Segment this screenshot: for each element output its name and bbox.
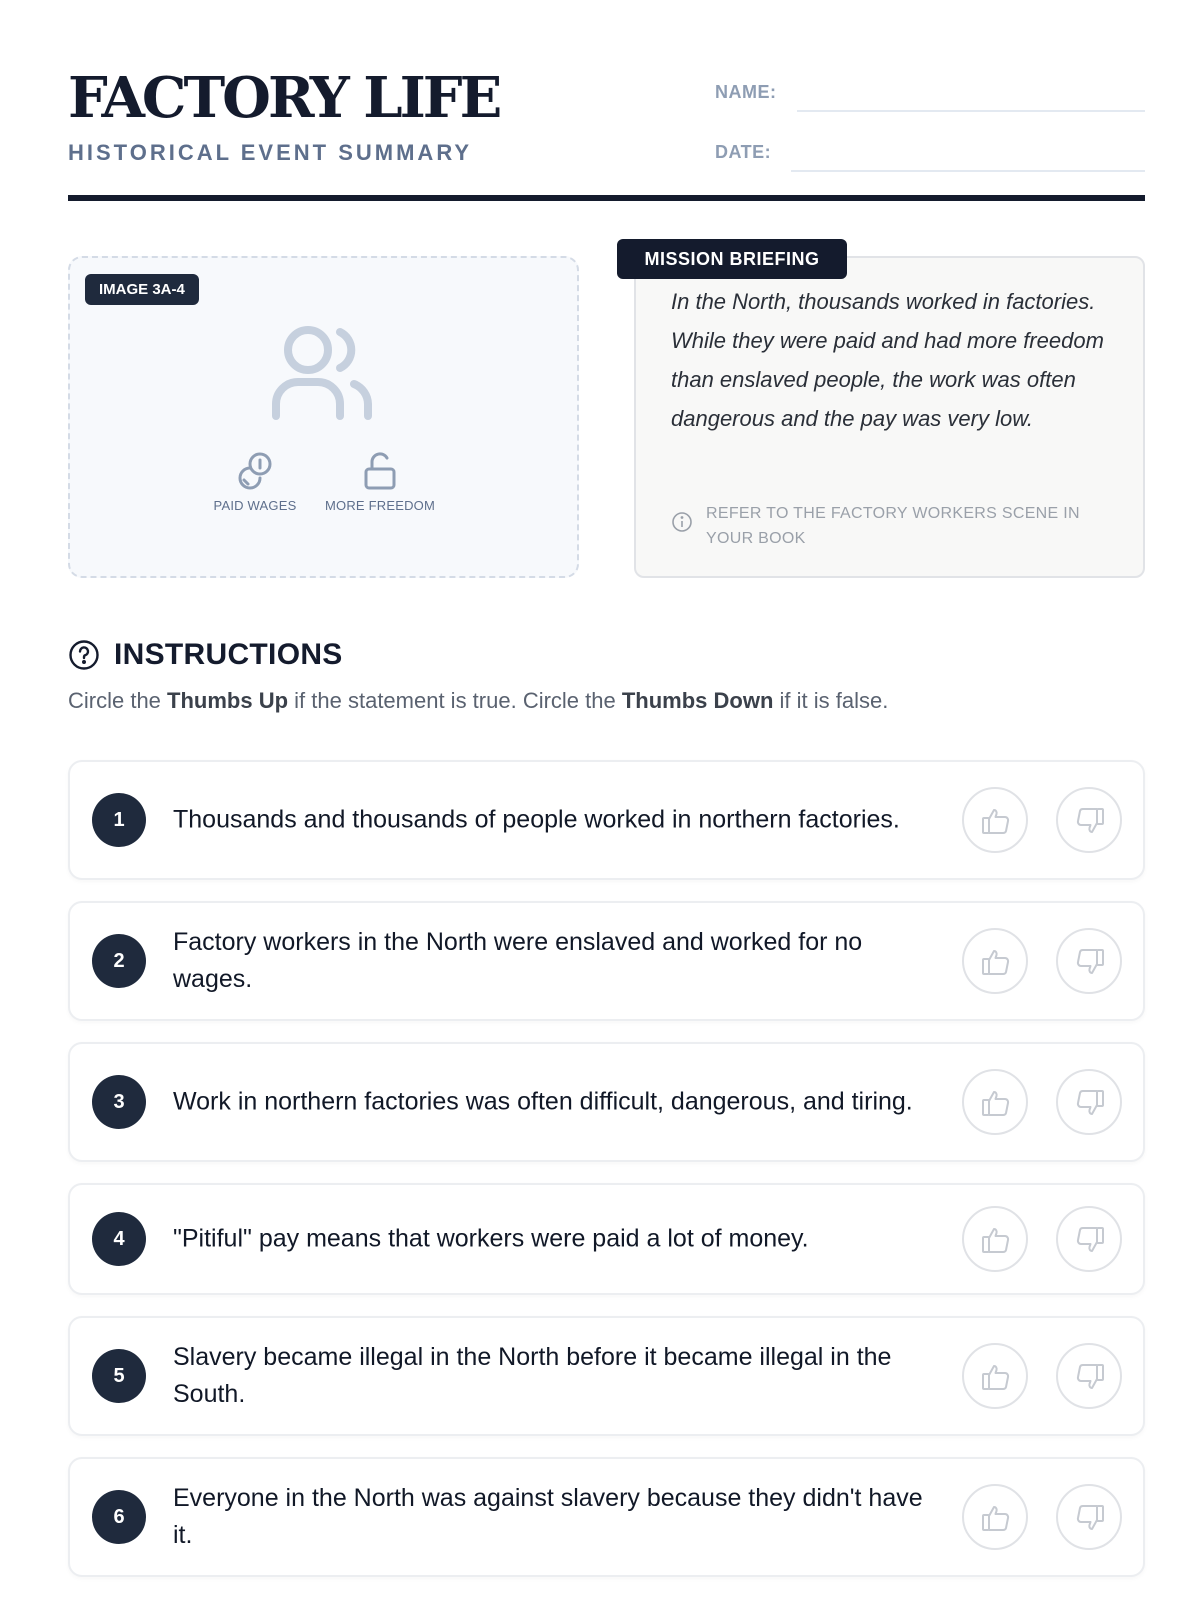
question-number: 3 <box>92 1075 146 1129</box>
question-text: "Pitiful" pay means that workers were paid a lot of money. <box>173 1224 809 1253</box>
question-item-3 <box>68 1042 1145 1162</box>
thumbs-down-icon <box>1075 1225 1105 1255</box>
header-divider <box>68 195 1145 201</box>
question-number: 5 <box>92 1349 146 1403</box>
header <box>68 62 1145 202</box>
thumbs-up-button[interactable] <box>962 1343 1028 1409</box>
question-text: Factory workers in the North were enslaved and worked for no wages. <box>173 928 863 993</box>
question-text: Thousands and thousands of people worked in northern factories. <box>173 805 900 834</box>
paid-wages-label: PAID WAGES <box>213 498 297 513</box>
question-item-2 <box>68 901 1145 1021</box>
coins-icon <box>234 450 276 492</box>
question-item-1 <box>68 760 1145 880</box>
mission-briefing-tab: MISSION BRIEFING <box>617 239 847 279</box>
help-circle-icon <box>68 639 100 671</box>
thumbs-down-icon <box>1075 1088 1105 1118</box>
thumbs-down-button[interactable] <box>1056 928 1122 994</box>
question-number: 1 <box>92 793 146 847</box>
page-subtitle: HISTORICAL EVENT SUMMARY <box>68 140 473 165</box>
thumbs-down-icon <box>1075 1362 1105 1392</box>
name-label: NAME: <box>715 82 777 102</box>
instructions-title: INSTRUCTIONS <box>114 638 343 671</box>
date-label: DATE: <box>715 142 772 162</box>
thumbs-down-icon <box>1075 1503 1105 1533</box>
paid-wages-item <box>195 450 315 513</box>
question-text: Work in northern factories was often difficult, dangerous, and tiring. <box>173 1087 913 1116</box>
mission-briefing-card <box>634 256 1145 578</box>
question-number: 2 <box>92 934 146 988</box>
date-field[interactable] <box>715 138 1145 168</box>
info-icon <box>671 511 693 533</box>
question-item-6 <box>68 1457 1145 1577</box>
name-line[interactable] <box>797 110 1145 112</box>
thumbs-up-icon <box>981 947 1011 977</box>
thumbs-up-icon <box>981 806 1011 836</box>
question-list <box>68 760 1145 1598</box>
image-tag: IMAGE 3A-4 <box>85 274 199 305</box>
thumbs-up-button[interactable] <box>962 928 1028 994</box>
mission-note-text: REFER TO THE FACTORY WORKERS SCENE IN YOUR BOOK <box>706 505 1080 547</box>
thumbs-down-button[interactable] <box>1056 1343 1122 1409</box>
question-text: Slavery became illegal in the North before it became illegal in the South. <box>173 1343 892 1408</box>
date-line[interactable] <box>791 170 1145 172</box>
thumbs-up-button[interactable] <box>962 1484 1028 1550</box>
mission-text: In the North, thousands worked in factories. While they were paid and had more freedom than enslaved people, the work was often dangerous and the pay was very low. <box>671 289 1104 431</box>
page-title: FACTORY LIFE <box>68 65 500 131</box>
thumbs-up-icon <box>981 1503 1011 1533</box>
image-placeholder <box>68 256 579 578</box>
thumbs-down-button[interactable] <box>1056 1069 1122 1135</box>
thumbs-up-button[interactable] <box>962 1069 1028 1135</box>
thumbs-up-button[interactable] <box>962 1206 1028 1272</box>
more-freedom-label: MORE FREEDOM <box>324 498 435 513</box>
question-item-4 <box>68 1183 1145 1295</box>
thumbs-down-button[interactable] <box>1056 1206 1122 1272</box>
question-number: 4 <box>92 1212 146 1266</box>
thumbs-up-icon <box>981 1225 1011 1255</box>
name-field[interactable] <box>715 78 1145 108</box>
thumbs-down-icon <box>1075 947 1105 977</box>
question-item-5 <box>68 1316 1145 1436</box>
more-freedom-item <box>320 450 440 513</box>
question-number: 6 <box>92 1490 146 1544</box>
users-icon <box>270 324 374 422</box>
thumbs-down-button[interactable] <box>1056 1484 1122 1550</box>
question-text: Everyone in the North was against slavery because they didn't have it. <box>173 1484 923 1549</box>
thumbs-down-icon <box>1075 806 1105 836</box>
unlock-icon <box>359 450 401 492</box>
thumbs-up-icon <box>981 1362 1011 1392</box>
thumbs-up-button[interactable] <box>962 787 1028 853</box>
thumbs-down-button[interactable] <box>1056 787 1122 853</box>
instructions-text: Circle the Thumbs Up if the statement is true. Circle the Thumbs Down if it is false. <box>68 688 889 713</box>
thumbs-up-icon <box>981 1088 1011 1118</box>
